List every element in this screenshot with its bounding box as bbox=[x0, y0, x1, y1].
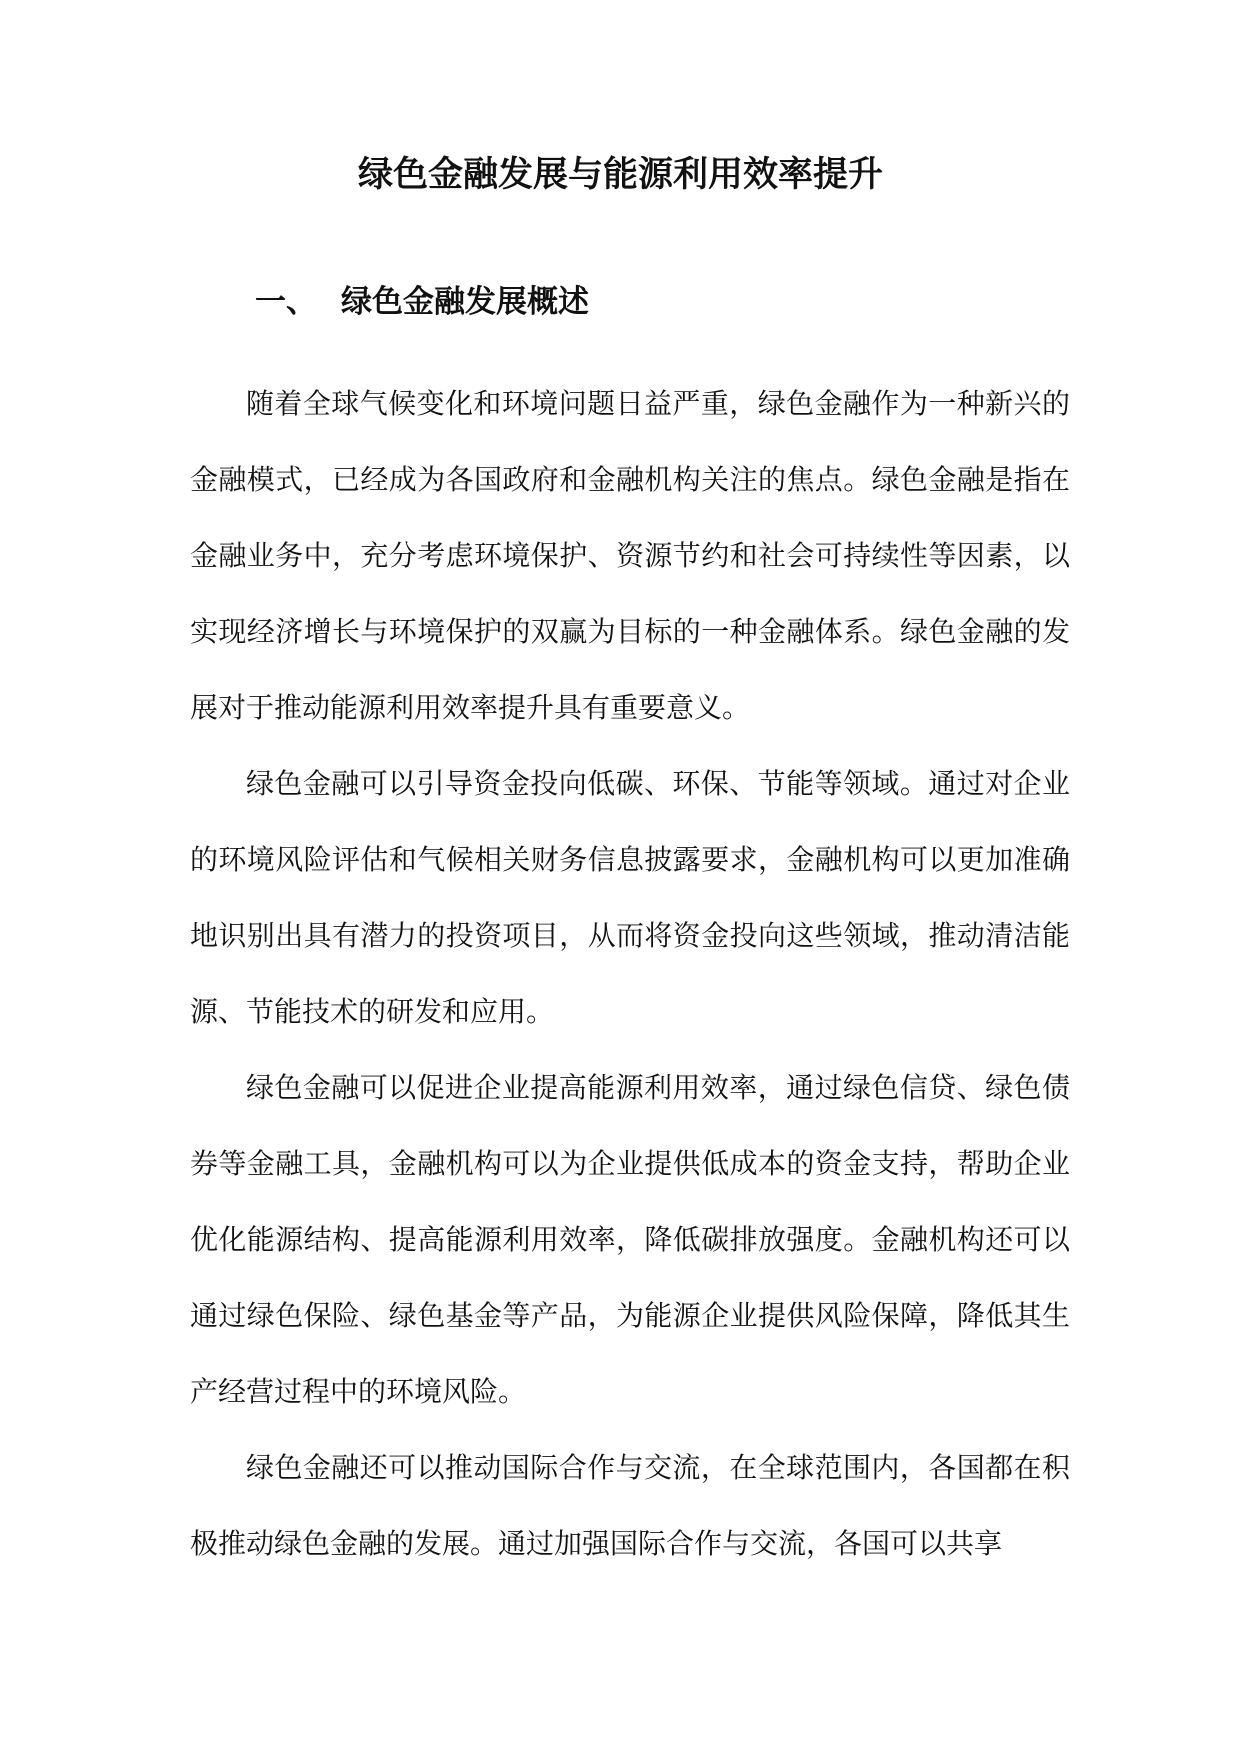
section-heading-text: 绿色金融发展概述 bbox=[341, 284, 589, 320]
paragraph: 绿色金融可以促进企业提高能源利用效率，通过绿色信贷、绿色债券等金融工具，金融机构可以为企业提供低成本的资金支持，帮助企业优化能源结构、提高能源利用效率，降低碳排放强度。金融机构还可以通过绿色保险、绿色基金等产品，为能源企业提供风险保障，降低其生产经营过程中的环境风险。 bbox=[190, 1071, 1070, 1408]
paragraph: 绿色金融还可以推动国际合作与交流，在全球范围内，各国都在积极推动绿色金融的发展。通过加强国际合作与交流，各国可以共享 bbox=[190, 1451, 1070, 1560]
paragraph: 绿色金融可以引导资金投向低碳、环保、节能等领域。通过对企业的环境风险评估和气候相关财务信息披露要求，金融机构可以更加准确地识别出具有潜力的投资项目，从而将资金投向这些领域，推动清洁能源、节能技术的研发和应用。 bbox=[190, 767, 1070, 1028]
document-title: 绿色金融发展与能源利用效率提升 bbox=[357, 154, 883, 195]
section-heading bbox=[255, 279, 589, 325]
paragraph: 随着全球气候变化和环境问题日益严重，绿色金融作为一种新兴的金融模式，已经成为各国政府和金融机构关注的焦点。绿色金融是指在金融业务中，充分考虑环境保护、资源节约和社会可持续性等因素，以实现经济增长与环境保护的双赢为目标的一种金融体系。绿色金融的发展对于推动能源利用效率提升具有重要意义。 bbox=[190, 387, 1070, 724]
document-body bbox=[190, 366, 1070, 1582]
section-number: 一、 bbox=[255, 284, 317, 320]
